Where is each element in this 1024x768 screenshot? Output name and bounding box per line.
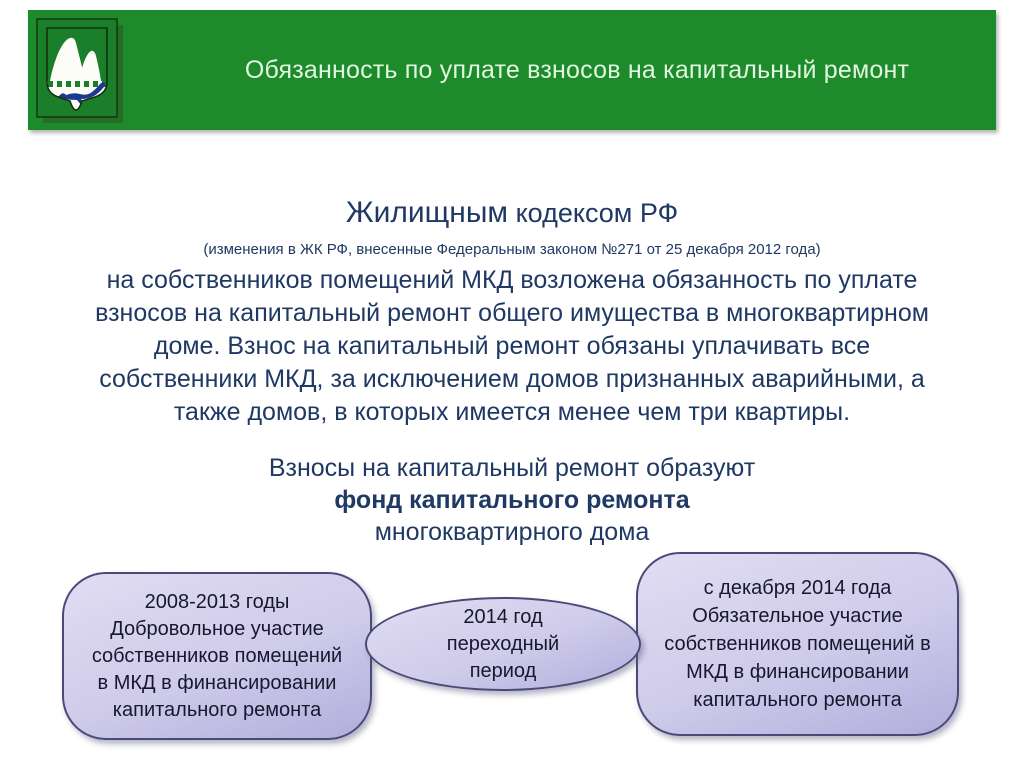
timeline-line: Добровольное участие [110,617,324,640]
timeline-line: 2008-2013 годы [144,590,290,613]
timeline-line: период [469,659,537,682]
timeline-line: капитального ремонта [693,689,902,711]
timeline-line: собственников помещений в [664,633,931,655]
coat-of-arms-icon [36,18,124,128]
timeline-line: переходный [446,632,560,655]
timeline-line: МКД в финансировании [686,661,909,683]
timeline-line: 2014 год [463,605,543,628]
slide-title: Обязанность по уплате взносов на капитальный ремонт [244,55,910,84]
timeline-box-2008-2013 [62,572,372,740]
timeline-line: собственников помещений [91,644,343,667]
timeline-line: в МКД в финансировании [97,671,337,694]
timeline-line: капитального ремонта [112,698,322,721]
fund-line-1: Взносы на капитальный ремонт образуют [268,454,756,482]
header-bar [28,10,996,130]
fund-line-3: многоквартирного дома [374,518,650,546]
paragraph-line: собственники МКД, за исключением домов признанных аварийными, а [99,365,925,393]
paragraph-line: на собственников помещений МКД возложена обязанность по уплате [106,266,918,294]
fund-statement [0,452,1024,548]
section-heading [0,196,1024,230]
paragraph-line: также домов, в которых имеется менее чем три квартиры. [173,398,851,426]
timeline-line: Обязательное участие [692,605,903,627]
heading-large: Жилищным [345,196,509,229]
timeline-ellipse-2014 [365,597,641,691]
timeline-box-december-2014 [636,552,959,736]
timeline-line: с декабря 2014 года [703,577,892,599]
coat-of-arms-svg [36,18,124,128]
heading-small: кодексом РФ [508,198,679,228]
paragraph-line: доме. Взнос на капитальный ремонт обязаны уплачивать все [153,332,871,360]
main-paragraph [60,264,964,429]
fund-line-2: фонд капитального ремонта [334,486,690,514]
paragraph-line: взносов на капитальный ремонт общего имущества в многоквартирном [95,299,929,327]
law-reference-note: (изменения в ЖК РФ, внесенные Федеральным законом №271 от 25 декабря 2012 года) [203,241,821,258]
